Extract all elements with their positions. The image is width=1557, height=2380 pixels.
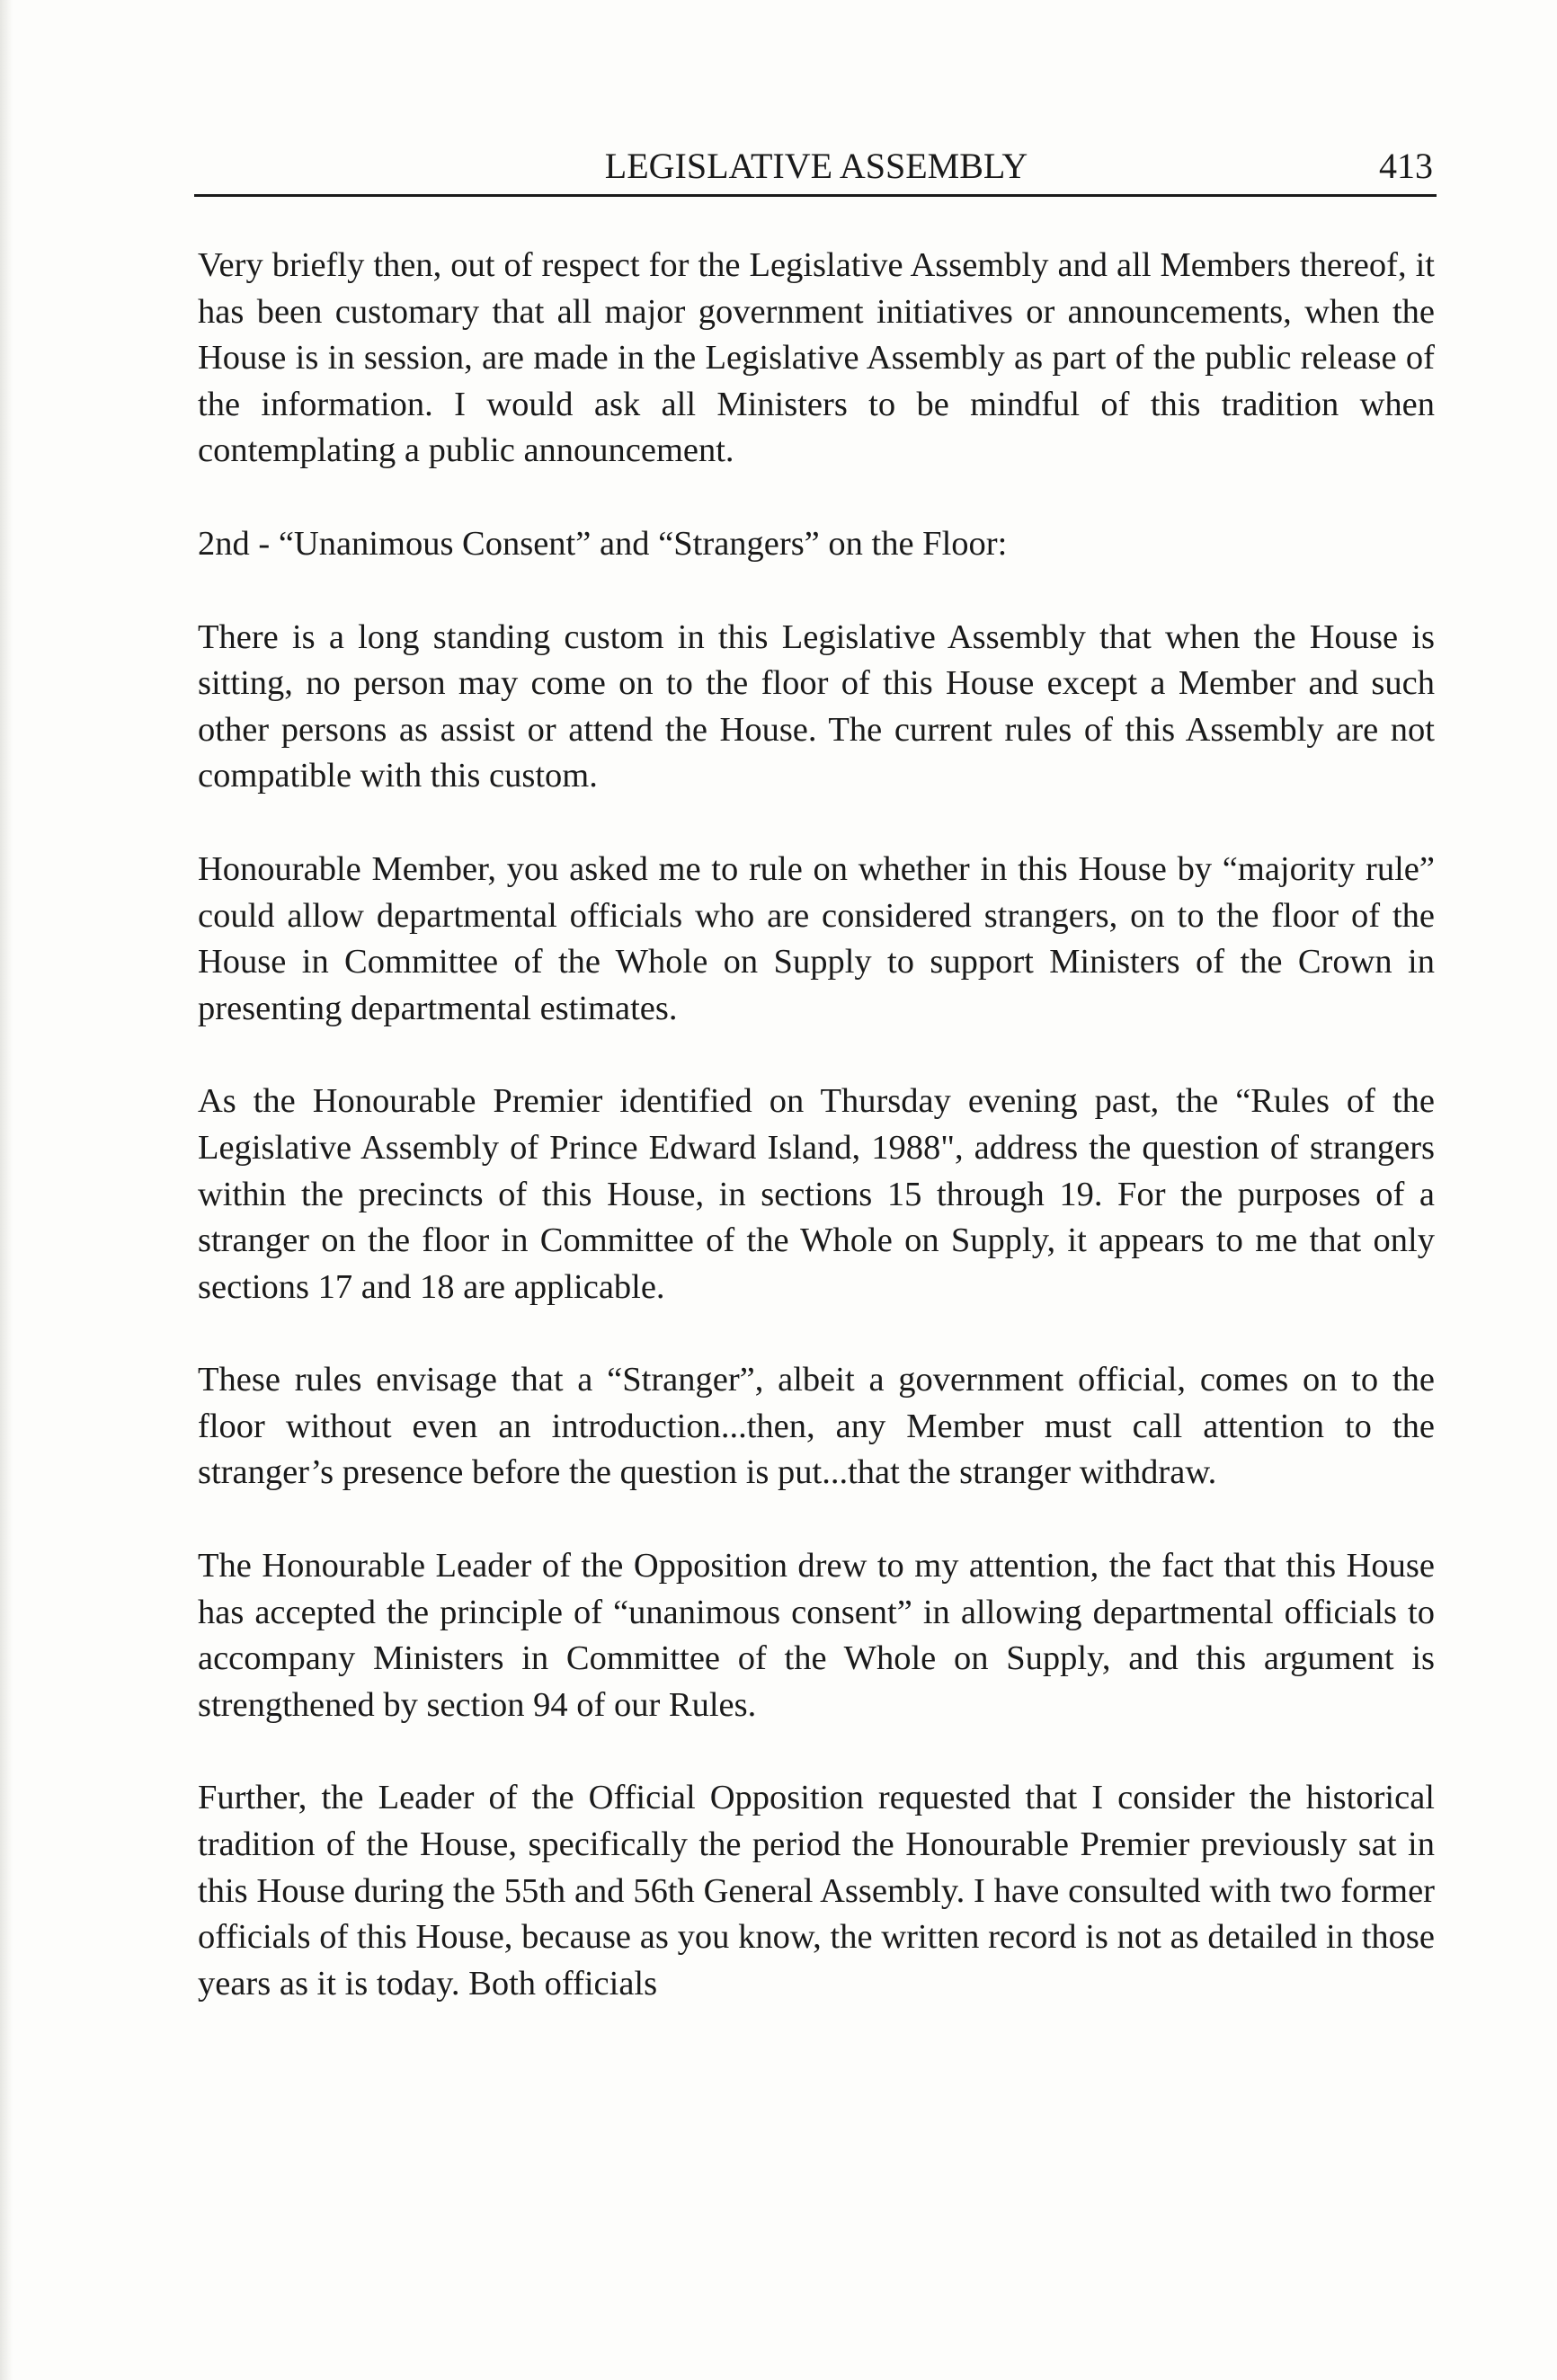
header-rule	[194, 194, 1437, 197]
section-heading-unanimous-consent: 2nd - “Unanimous Consent” and “Strangers” on the Floor:	[198, 524, 1008, 563]
paragraph-rules-of-assembly: As the Honourable Premier identified on Thursday evening past, the “Rules of the Legislative Assembly of Prince Edward Island, 1988", address the question of strangers within the precincts of this House, in sections 15 through 19. For the purposes of a stranger on the floor in Committee of the Whole on Supply, it appears to me that only sections 17 and 18 are applicable.	[198, 1082, 1435, 1306]
running-header	[198, 142, 1435, 191]
page-binding-edge	[0, 0, 13, 2380]
paragraph-custom: There is a long standing custom in this Legislative Assembly that when the House is sitting, no person may come on to the floor of this House except a Member and such other persons as assist or attend the House. The current rules of this Assembly are not compatible with this custom.	[198, 617, 1435, 795]
paragraph-stranger-rules: These rules envisage that a “Stranger”, albeit a government official, comes on to the floor without even an introduction...then, any Member must call attention to the stranger’s presence before the question is put...that the stranger withdraw.	[198, 1361, 1435, 1492]
paragraph-majority-rule: Honourable Member, you asked me to rule on whether in this House by “majority rule” could allow departmental officials who are considered strangers, on to the floor of the House in Committee of the Whole on Supply to support Ministers of the Crown in presenting departmental estimates.	[198, 849, 1435, 1027]
paragraph-announcements: Very briefly then, out of respect for the Legislative Assembly and all Members thereof, it has been customary that all major government initiatives or announcements, when the House is in session, are made in the Legislative Assembly as part of the public release of the information. I would ask all Ministers to be mindful of this tradition when contemplating a public announcement.	[198, 246, 1435, 470]
paragraph-historical-tradition: Further, the Leader of the Official Opposition requested that I consider the historical tradition of the House, specifically the period the Honourable Premier previously sat in this House during the 55th and 56th General Assembly. I have consulted with two former officials of this House, because as you know, the written record is not as detailed in those years as it is today. Both officials	[198, 1779, 1435, 2003]
body-text	[198, 243, 1435, 2054]
page-number: 413	[1379, 146, 1433, 186]
header-title: LEGISLATIVE ASSEMBLY	[604, 146, 1028, 186]
paragraph-unanimous-consent: The Honourable Leader of the Opposition drew to my attention, the fact that this House has accepted the principle of “unanimous consent” in allowing departmental officials to accompany Ministers in Committee of the Whole on Supply, and this argument is strengthened by section 94 of our Rules.	[198, 1547, 1435, 1724]
